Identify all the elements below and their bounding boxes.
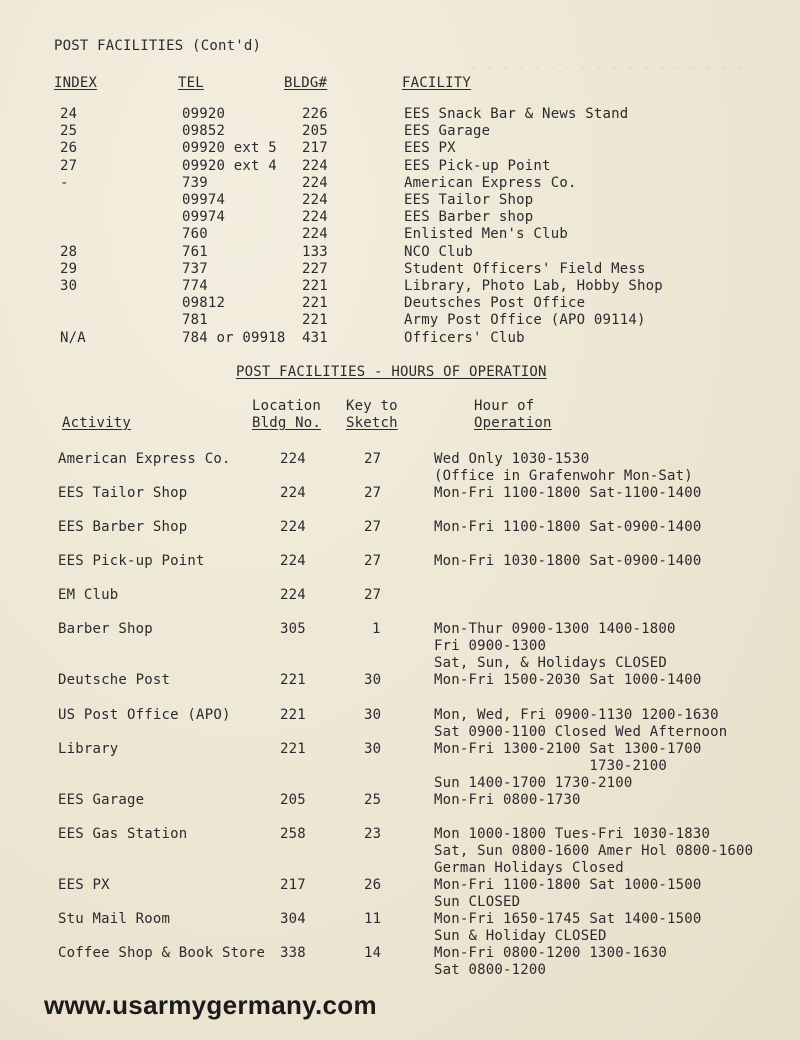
cell-facility: Enlisted Men's Club [404,226,568,243]
cell-index: 26 [60,140,78,157]
cell-tel: 760 [182,226,208,243]
cell-activity: Barber Shop [58,621,153,637]
cell-key-to-sketch: 25 [364,792,382,808]
cell-tel: 739 [182,174,208,191]
cell-index: 25 [60,123,78,140]
cell-hours-line: Mon-Fri 1500-2030 Sat 1000-1400 [434,672,702,688]
cell-index: 29 [60,260,78,277]
cell-hours-line: Mon-Fri 1300-2100 Sat 1300-1700 [434,741,702,757]
cell-hours-line: Mon-Fri 0800-1200 1300-1630 [434,945,667,961]
cell-facility: Deutsches Post Office [404,295,586,312]
cell-tel: 09974 [182,192,226,208]
cell-hours-line: Sun & Holiday CLOSED [434,928,607,945]
cell-bldg: 221 [302,295,328,312]
cell-facility: EES PX [404,140,456,157]
cell-facility: Officers' Club [404,329,525,346]
cell-tel: 784 or 09918 [182,329,286,346]
cell-bldg-no: 217 [280,877,306,893]
cell-index: 28 [60,243,78,260]
cell-tel: 737 [182,260,208,277]
cell-tel: 09812 [182,295,226,312]
cell-key-to-sketch: 27 [364,519,382,535]
cell-hours-line: Mon-Fri 0800-1730 [434,792,581,808]
cell-key-to-sketch: 26 [364,877,382,893]
cell-bldg-no: 305 [280,621,306,637]
cell-bldg: 224 [302,192,328,208]
cell-hours-line: Mon-Fri 1100-1800 Sat-1100-1400 [434,485,702,501]
cell-hours-line: Sat 0900-1100 Closed Wed Afternoon [434,724,728,741]
cell-key-to-sketch: 30 [364,707,382,723]
cell-tel: 09920 ext 5 [182,140,277,157]
watermark-url: www.usarmygermany.com [44,990,377,1020]
cell-bldg-no: 205 [280,792,306,808]
cell-facility: American Express Co. [404,174,577,191]
cell-bldg: 205 [302,123,328,140]
cell-hours-line: Sat, Sun, & Holidays CLOSED [434,655,667,672]
col-header-index: INDEX [54,75,98,91]
col-header-tel: TEL [178,75,204,91]
cell-hours-line: Mon 1000-1800 Tues-Fri 1030-1830 [434,826,711,842]
cell-index: - [60,174,69,191]
cell-activity: Stu Mail Room [58,911,171,927]
cell-hours-line: Mon-Thur 0900-1300 1400-1800 [434,621,676,637]
cell-hours-line: German Holidays Closed [434,860,624,877]
cell-key-to-sketch: 11 [364,911,382,927]
cell-hours-line: Sat, Sun 0800-1600 Amer Hol 0800-1600 [434,843,754,860]
cell-bldg: 221 [302,278,328,294]
cell-bldg-no: 224 [280,587,306,603]
cell-facility: EES Barber shop [404,209,534,226]
hours-col-header-key-line1: Key to [346,398,398,414]
cell-bldg: 133 [302,243,328,260]
cell-tel: 09920 ext 4 [182,157,277,174]
cell-facility: EES Snack Bar & News Stand [404,106,629,122]
cell-hours-line: Fri 0900-1300 [434,638,547,655]
cell-bldg-no: 224 [280,451,306,467]
cell-key-to-sketch: 23 [364,826,382,842]
cell-hours-line: Mon, Wed, Fri 0900-1130 1200-1630 [434,707,719,723]
cell-bldg-no: 221 [280,672,306,688]
cell-activity: EES Pick-up Point [58,553,205,569]
cell-key-to-sketch: 27 [364,587,382,603]
hours-col-header-location-line2: Bldg No. [252,415,322,431]
hours-col-header-location-line1: Location [252,398,322,414]
cell-bldg: 226 [302,106,328,122]
cell-activity: EES Garage [58,792,145,808]
cell-bldg: 224 [302,209,328,226]
cell-bldg: 224 [302,157,328,174]
cell-bldg-no: 224 [280,485,306,501]
hours-col-header-hours-line2: Operation [474,415,552,431]
cell-facility: Student Officers' Field Mess [404,260,646,277]
cell-activity: Deutsche Post [58,672,171,688]
cell-facility: EES Garage [404,123,491,140]
cell-facility: EES Tailor Shop [404,192,534,208]
col-header-bldg: BLDG# [284,75,328,91]
cell-hours-line: Mon-Fri 1650-1745 Sat 1400-1500 [434,911,702,927]
cell-key-to-sketch: 30 [364,741,382,757]
section-title: POST FACILITIES (Cont'd) [54,38,262,54]
cell-key-to-sketch: 27 [364,553,382,569]
cell-key-to-sketch: 1 [372,621,381,637]
cell-bldg: 224 [302,226,328,243]
cell-key-to-sketch: 27 [364,451,382,467]
cell-tel: 09852 [182,123,226,140]
cell-hours-line: 1730-2100 [434,758,667,775]
cell-index: 24 [60,106,78,122]
cell-bldg: 217 [302,140,328,157]
cell-index: 27 [60,157,78,174]
cell-hours-line: Mon-Fri 1030-1800 Sat-0900-1400 [434,553,702,569]
cell-tel: 781 [182,312,208,329]
cell-hours-line: Sat 0800-1200 [434,962,547,979]
cell-activity: Coffee Shop & Book Store [58,945,266,961]
cell-key-to-sketch: 30 [364,672,382,688]
col-header-facility: FACILITY [402,75,472,91]
cell-bldg: 221 [302,312,328,329]
cell-key-to-sketch: 27 [364,485,382,501]
hours-section-title: POST FACILITIES - HOURS OF OPERATION [236,364,547,380]
hours-col-header-activity: Activity [62,415,132,431]
hours-col-header-key-line2: Sketch [346,415,398,431]
cell-bldg: 431 [302,329,328,346]
cell-key-to-sketch: 14 [364,945,382,961]
cell-tel: 774 [182,278,208,294]
cell-tel: 09920 [182,106,226,122]
cell-hours-line: Sun CLOSED [434,894,521,911]
cell-bldg-no: 224 [280,553,306,569]
cell-bldg-no: 258 [280,826,306,842]
cell-activity: American Express Co. [58,451,231,467]
cell-bldg-no: 224 [280,519,306,535]
document-page: - - - - - - - - - - - - - - - - - - POST FACILITIES (Cont'd) INDEX TEL BLDG# FACILITY 24 09920 226 EES Snack Bar & News Stand 25 09852 205 EES Garage 26 09920 ext 5 217 EES PX 27 09920 ext 4 224 EES Pick-up Point - 739 224 American Express Co. 09974 224 EES Tailor Shop 09974 224 EES Barber shop 760 224 Enlisted Men's Club 28 761 133 NCO Club 29 737 227 Student Officers' Field Mess 30 774 221 Library, Photo Lab, Hobby Shop 09812 221 Deutsches Post Office 781 221 Army Post Office (APO 09114) N/A 784 or 09918 431 Officers' Club POST FACILITIES - HOURS OF OPERATION Activity Location Bldg No. Key to Sketch Hour of Operation American Express Co. 224 27 Wed Only 1030-1530 (Office in Grafenwohr Mon-Sat) EES Tailor Shop 224 27 Mon-Fri 1100-1800 Sat-1100-1400 EES Barber Shop 224 27 Mon-Fri 1100-1800 Sat-0900-1400 EES Pick-up Point 224 27 Mon-Fri 1030-1800 Sat-0900-1400 EM Club 224 27 Barber Shop 305 1 Mon-Thur 0900-1300 1400-1800 Fri 0900-1300 Sat, Sun, & Holidays CLOSED Deutsche Post 221 30 Mon-Fri 1500-2030 Sat 1000-1400 US Post Office (APO) 221 30 Mon, Wed, Fri 0900-1130 1200-1630 Sat 0900-1100 Closed Wed Afternoon Library 221 30 Mon-Fri 1300-2100 Sat 1300-1700 1730-2100 Sun 1400-1700 1730-2100 EES Garage 205 25 Mon-Fri 0800-1730 EES Gas Station 258 23 Mon 1000-1800 Tues-Fri 1030-1830 Sat, Sun 0800-1600 Amer Hol 0800-1600 German Holidays Closed EES PX 217 26 Mon-Fri 1100-1800 Sat 1000-1500 Sun CLOSED Stu Mail Room 304 11 Mon-Fri 1650-1745 Sat 1400-1500 Sun & Holiday CLOSED Coffee Shop & Book Store 338 14 Mon-Fri 0800-1200 1300-1630 Sat 0800-1200 www.usarmygermany.com [0,0,800,1040]
cell-hours-line: Mon-Fri 1100-1800 Sat-0900-1400 [434,519,702,535]
cell-activity: EES Tailor Shop [58,485,188,501]
cell-index: 30 [60,278,78,294]
cell-activity: EES PX [58,877,110,893]
cell-activity: Library [58,741,119,757]
cell-tel: 09974 [182,209,226,226]
cell-bldg: 227 [302,260,328,277]
cell-hours-line: Mon-Fri 1100-1800 Sat 1000-1500 [434,877,702,893]
cell-bldg-no: 221 [280,741,306,757]
cell-facility: NCO Club [404,243,474,260]
cell-bldg-no: 221 [280,707,306,723]
cell-bldg: 224 [302,174,328,191]
hours-col-header-hours-line1: Hour of [474,398,535,414]
cell-facility: Army Post Office (APO 09114) [404,312,646,329]
cell-activity: US Post Office (APO) [58,707,231,723]
cell-hours-line: Wed Only 1030-1530 [434,451,590,467]
cell-facility: Library, Photo Lab, Hobby Shop [404,278,663,294]
cell-activity: EES Gas Station [58,826,188,842]
cell-hours-line: (Office in Grafenwohr Mon-Sat) [434,468,693,485]
cell-index: N/A [60,329,86,346]
cell-facility: EES Pick-up Point [404,157,551,174]
cell-hours-line: Sun 1400-1700 1730-2100 [434,775,633,792]
cell-activity: EES Barber Shop [58,519,188,535]
cell-tel: 761 [182,243,208,260]
cell-bldg-no: 338 [280,945,306,961]
cell-activity: EM Club [58,587,119,603]
cell-bldg-no: 304 [280,911,306,927]
